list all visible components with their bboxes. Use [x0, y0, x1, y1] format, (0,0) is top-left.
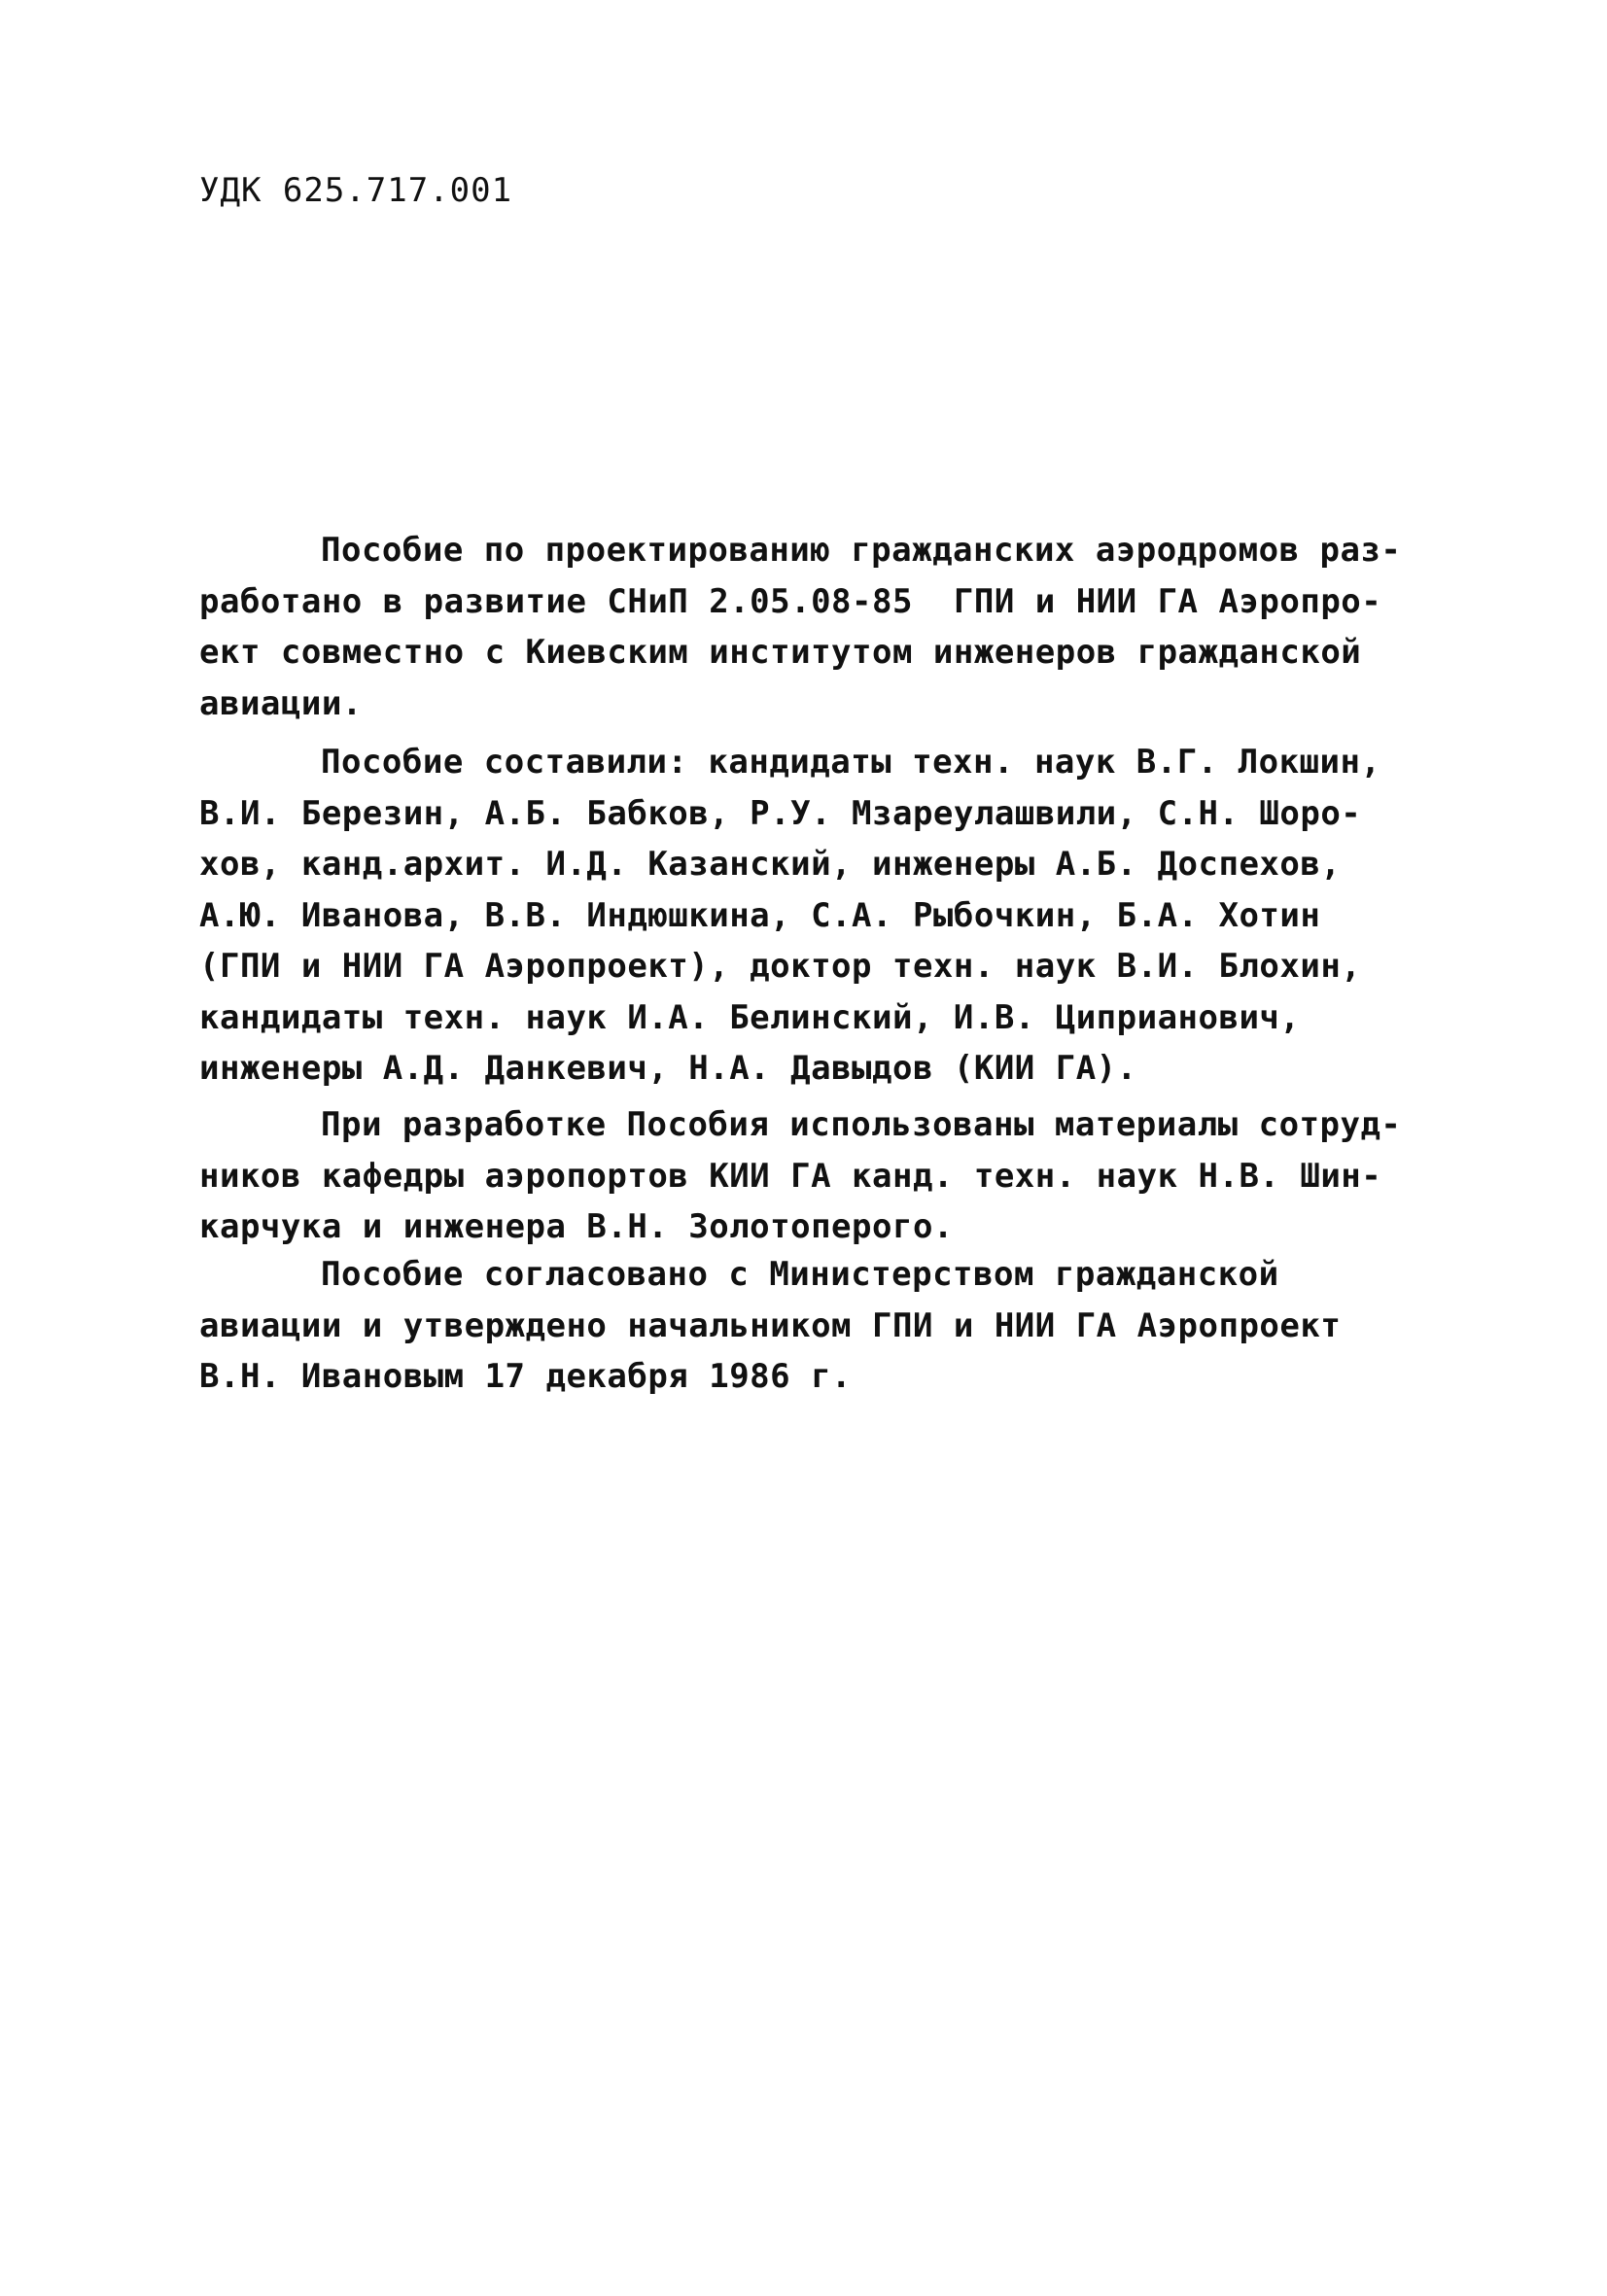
text-line: При разработке Пособия использованы материалы сотруд-: [321, 1105, 1402, 1144]
text-line: карчука и инженера В.Н. Золотоперого.: [199, 1207, 954, 1246]
text-line: инженеры А.Д. Данкевич, Н.А. Давыдов (КИИ ГА).: [199, 1049, 1137, 1088]
text-line: В.Н. Ивановым 17 декабря 1986 г.: [199, 1357, 853, 1396]
text-line: В.И. Березин, А.Б. Бабков, Р.У. Мзареулашвили, С.Н. Шоро-: [199, 793, 1362, 833]
text-line: хов, канд.архит. И.Д. Казанский, инженеры А.Б. Доспехов,: [199, 845, 1342, 884]
text-line: (ГПИ и НИИ ГА Аэропроект), доктор техн. наук В.И. Блохин,: [199, 947, 1362, 986]
text-line: Пособие по проектированию гражданских аэродромов раз-: [321, 531, 1402, 570]
text-line: работано в развитие СНиП 2.05.08-85 ГПИ и НИИ ГА Аэропро-: [199, 581, 1382, 621]
text-line: Пособие согласовано с Министерством гражданской: [321, 1255, 1279, 1294]
paragraph-development: [199, 525, 1434, 729]
text-line: Пособие составили: кандидаты техн. наук В.Г. Локшин,: [321, 743, 1381, 782]
text-line: ект совместно с Киевским институтом инженеров гражданской: [199, 633, 1362, 672]
paragraph-materials: [199, 1099, 1434, 1253]
udk-code: УДК 625.717.001: [199, 171, 513, 210]
text-line: А.Ю. Иванова, В.В. Индюшкина, С.А. Рыбочкин, Б.А. Хотин: [199, 895, 1321, 935]
text-line: ников кафедры аэропортов КИИ ГА канд. техн. наук Н.В. Шин-: [199, 1156, 1382, 1196]
paragraph-approval: [199, 1249, 1434, 1403]
text-line: авиации.: [199, 683, 363, 723]
text-line: авиации и утверждено начальником ГПИ и НИИ ГА Аэропроект: [199, 1305, 1342, 1345]
text-line: кандидаты техн. наук И.А. Белинский, И.В. Циприанович,: [199, 997, 1301, 1037]
paragraph-authors: [199, 737, 1434, 1095]
